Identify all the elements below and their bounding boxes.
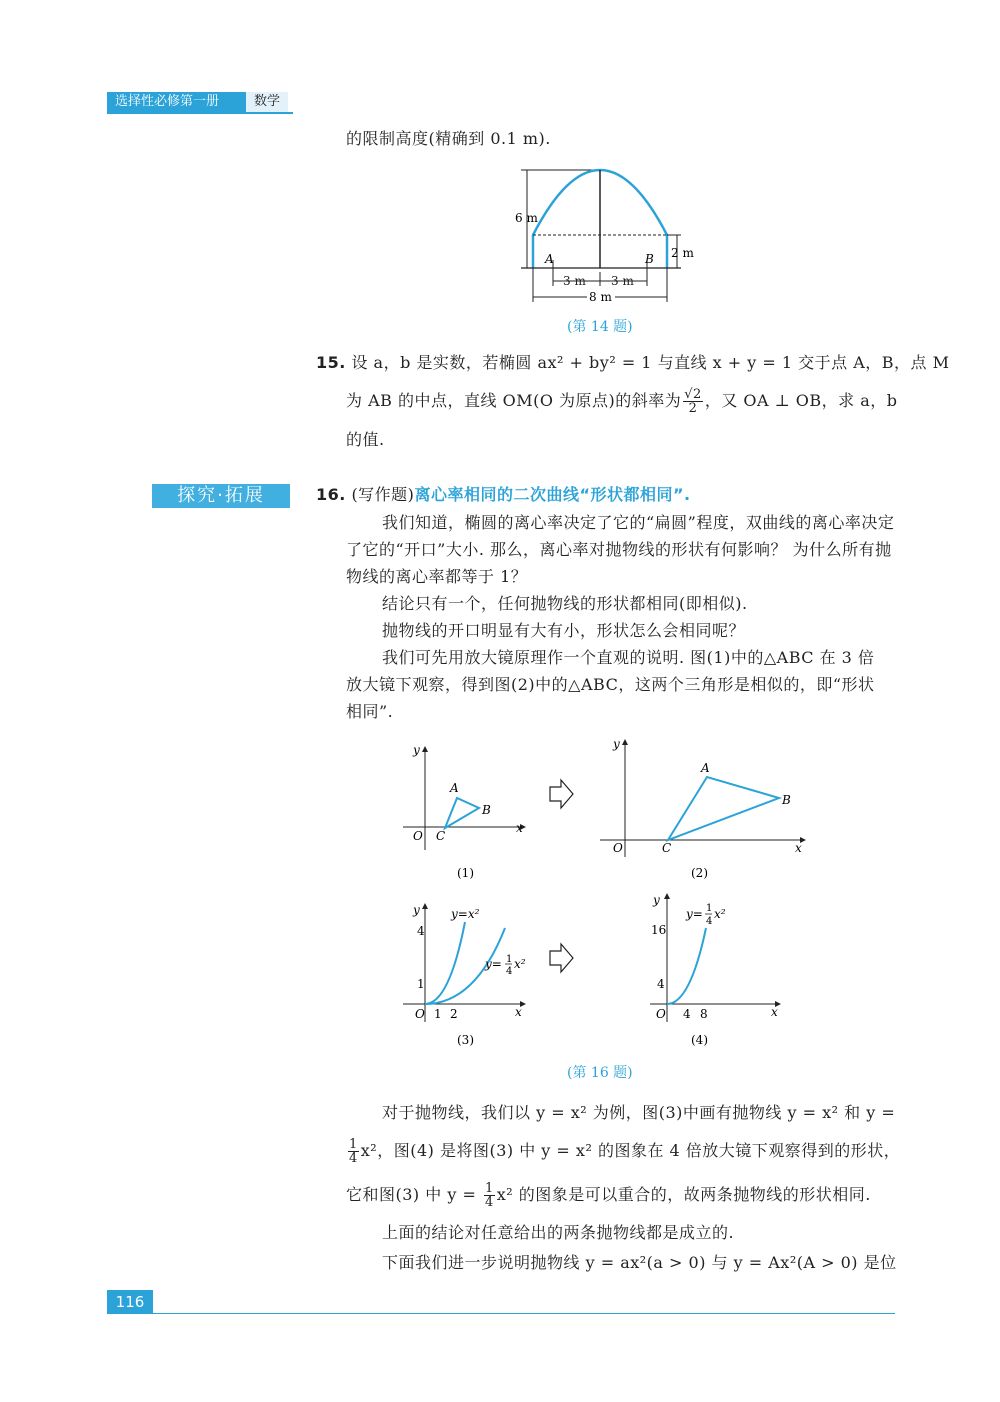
p1-C: C [436,829,446,843]
q16-p4b: 放大镜下观察，得到图(2)中的△ABC，这两个三角形是相似的，即“形状 [346,675,875,694]
label-6m: 6 m [515,211,538,225]
p3-y: y [413,903,420,917]
p4-curve-num: 1 [706,903,713,914]
q16-p1: 我们知道，椭圆的离心率决定了它的“扁圆”程度，双曲线的离心率决定 [382,513,895,532]
label-B: B [645,252,654,266]
sub4: (4) [691,1033,708,1047]
p3-x1: 1 [434,1007,442,1021]
p2-B: B [782,793,791,807]
p3-curve2-num: 1 [506,954,513,965]
p4-y16: 16 [651,923,667,937]
intro-line: 的限制高度(精确到 0.1 m). [346,129,551,148]
sub3: (3) [457,1033,474,1047]
arrow-right-icon-1 [550,780,573,808]
after-line3a: 它和图(3) 中 y = [346,1185,477,1204]
q16-p1b: 了它的“开口”大小. 那么，离心率对抛物线的形状有何影响？ 为什么所有抛 [346,540,892,559]
p3-x: x [515,1005,522,1019]
after-line3 [346,1182,871,1209]
label-8m: 8 m [589,290,612,304]
p2-origin: O [613,841,623,855]
p2-y: y [613,737,620,751]
after-fraction-1: $\frac{1}{4}$ [349,1137,358,1166]
q16-p2: 结论只有一个，任何抛物线的形状都相同(即相似). [382,594,748,613]
sub2: (2) [691,866,708,880]
fig14-caption: (第 14 题) [567,319,633,335]
q16-number: 16. [316,485,346,504]
panel-2 [600,737,805,857]
p4-curve-post: x² [714,907,726,921]
q15-line1 [316,350,950,376]
fig16-caption: (第 16 题) [567,1065,633,1081]
q15-number: 15. [316,353,346,372]
arrow-right-icon-2 [550,944,573,972]
panel-4 [650,893,780,1022]
p1-x: x [516,821,523,835]
q16-title: 离心率相同的二次曲线“形状都相同”. [414,485,691,504]
after-line4: 上面的结论对任意给出的两条抛物线都是成立的. [382,1223,735,1242]
q16-p4c: 相同”. [346,702,394,721]
footer-rule [153,1313,895,1314]
p3-x2: 2 [450,1007,458,1021]
p3-curve2-pre: y= [485,957,502,971]
p1-A: A [450,781,459,795]
p4-y: y [653,893,660,907]
p4-curve-pre: y= [686,907,703,921]
p4-x: x [771,1005,778,1019]
q15-line3: 的值. [346,430,385,449]
label-A: A [545,252,554,266]
q16-heading [316,482,691,508]
p2-C: C [662,841,672,855]
sub1: (1) [457,866,474,880]
header-rule [107,112,293,114]
q16-p3: 抛物线的开口明显有大有小，形状怎么会相同呢？ [382,621,746,640]
p4-curve-den: 4 [706,916,713,927]
after-line2 [346,1138,900,1165]
p2-A: A [701,761,710,775]
after-fraction-2: $\frac{1}{4}$ [484,1181,494,1210]
after-line5: 下面我们进一步说明抛物线 y = ax²(a > 0) 与 y = Ax²(A > 0) 是位 [382,1253,897,1272]
label-3m-right: 3 m [611,274,634,288]
p2-x: x [795,841,802,855]
section-label: 探究·拓展 [152,484,290,508]
figure-16 [395,732,815,1067]
q15-text2b: ，又 OA ⊥ OB，求 a，b [704,391,898,410]
subject-tag: 数学 [246,92,288,112]
page-number: 116 [107,1290,153,1314]
after-line1: 对于抛物线，我们以 y = x² 为例，图(3)中画有抛物线 y = x² 和 y = [382,1103,896,1122]
q16-p1c: 物线的离心率都等于 1？ [346,567,528,586]
label-3m-left: 3 m [563,274,586,288]
q15-line2 [346,388,898,415]
q16-tag: (写作题) [351,485,415,504]
book-title-tag: 选择性必修第一册 [107,92,249,112]
p4-y4: 4 [657,977,665,991]
p4-origin: O [656,1007,666,1021]
p1-origin: O [413,829,423,843]
p1-y: y [413,743,420,757]
q15-text1: 设 a，b 是实数，若椭圆 ax² + by² = 1 与直线 x + y = 1 交于点 A，B，点 M [351,353,950,372]
p4-x4: 4 [683,1007,691,1021]
q15-text2a: 为 AB 的中点，直线 OM(O 为原点)的斜率为 [346,391,682,410]
p3-y4: 4 [417,924,425,938]
panel-1 [403,743,525,850]
after-line2-text: x²，图(4) 是将图(3) 中 y = x² 的图象在 4 倍放大镜下观察得到的形状， [360,1141,901,1160]
p3-y1: 1 [417,977,425,991]
figure-14 [505,160,705,310]
after-line3b: x² 的图象是可以重合的，故两条抛物线的形状相同. [496,1185,871,1204]
label-2m: 2 m [671,246,694,260]
p3-curve2-den: 4 [506,966,513,977]
p3-curve2-post: x² [514,957,526,971]
p3-origin: O [415,1007,425,1021]
p4-x8: 8 [700,1007,708,1021]
panel-3 [403,903,526,1022]
p3-curve1: y=x² [451,907,480,921]
q16-p4: 我们可先用放大镜原理作一个直观的说明. 图(1)中的△ABC 在 3 倍 [382,648,875,667]
q15-fraction: $\frac{√2}{2}$ [684,387,702,416]
p1-B: B [482,803,491,817]
